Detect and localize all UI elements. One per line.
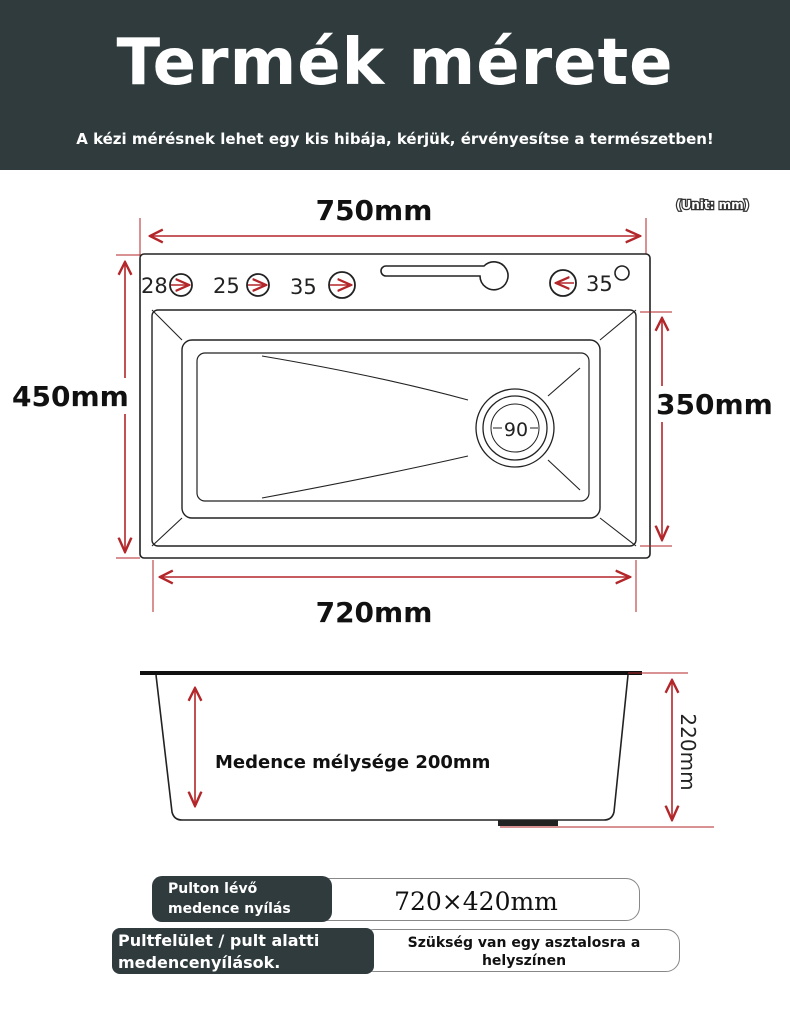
spec-value-text: 720×420mm — [394, 887, 558, 916]
dimension-label-750: 750mm — [315, 194, 433, 227]
dimension-350 — [640, 312, 778, 546]
depth-label: Medence mélysége 200mm — [215, 752, 491, 773]
hole-label-35b: 35 — [586, 272, 613, 296]
spec-label-countertop-opening — [152, 876, 332, 922]
spec-value-install-type — [360, 929, 680, 972]
sink-outer-rim — [140, 254, 650, 558]
height-label-220: 220mm — [676, 713, 700, 791]
dimension-label-450: 450mm — [12, 380, 129, 413]
spec-label-text: Pultfelület / pult alatti medencenyílások. — [118, 931, 320, 972]
dimension-750 — [140, 194, 646, 258]
spec-label-text: Pulton lévő medence nyílás — [168, 881, 291, 917]
drain-label: 90 — [503, 419, 529, 441]
page-subtitle: A kézi mérésnek lehet egy kis hibája, kérjük, érvényesítse a természetben! — [76, 130, 714, 148]
dimension-label-350: 350mm — [656, 388, 773, 421]
dimension-720 — [153, 560, 636, 629]
dimension-450 — [12, 255, 140, 558]
page-title: Termék mérete — [116, 26, 674, 100]
spec-value-countertop-opening — [312, 878, 640, 921]
unit-label: (Unit: mm) — [676, 198, 750, 212]
hole-label-28: 28 — [141, 274, 168, 298]
spec-value-text: Szükség van egy asztalosra a helyszínen — [407, 935, 641, 969]
side-view — [140, 673, 714, 827]
hole-label-35a: 35 — [290, 275, 317, 299]
dimension-label-720: 720mm — [315, 596, 433, 629]
hole-label-25: 25 — [213, 274, 240, 298]
spec-label-install-type — [112, 928, 374, 974]
